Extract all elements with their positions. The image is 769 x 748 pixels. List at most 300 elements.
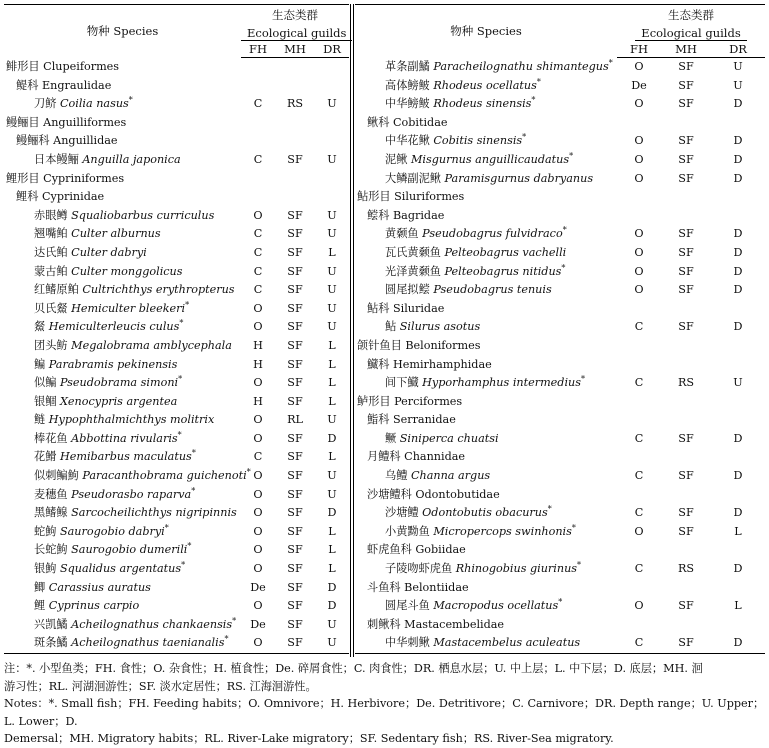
species-name — [4, 300, 241, 319]
english-name: Odontobutidae — [415, 487, 500, 501]
small-fish-mark: * — [536, 76, 541, 86]
chinese-name: 鮨科 — [367, 413, 390, 427]
species-name — [4, 523, 241, 542]
fh-cell — [241, 58, 275, 77]
english-name: Engraulidae — [41, 78, 112, 92]
scientific-name: Sarcocheilichthys nigripinnis — [71, 506, 237, 520]
chinese-name: 鲫 — [34, 580, 46, 594]
fh-cell: C — [253, 450, 263, 464]
chinese-name: 虾虎鱼科 — [367, 543, 412, 557]
scientific-name: Mastacembelus aculeatus — [433, 636, 581, 650]
scientific-name: Squalidus argentatus — [59, 562, 182, 576]
fh-header: FH — [241, 41, 275, 58]
fh-cell — [617, 448, 661, 467]
species-name — [4, 560, 241, 579]
fh-cell: C — [253, 245, 263, 259]
species-row — [355, 504, 765, 523]
mh-cell: SF — [678, 152, 694, 166]
family-row — [4, 77, 349, 96]
english-name: Anguilliformes — [43, 115, 127, 129]
species-row — [4, 356, 349, 375]
family-row — [4, 132, 349, 151]
scientific-name: Anguilla japonica — [82, 152, 181, 166]
small-fish-mark: * — [608, 58, 613, 68]
small-fish-mark: * — [187, 541, 192, 551]
species-name — [4, 151, 241, 170]
table-left-half — [4, 4, 349, 654]
mh-cell: SF — [287, 543, 303, 557]
order-row — [355, 337, 765, 356]
species-row — [355, 467, 765, 486]
fh-cell — [617, 486, 661, 505]
table-body-right — [355, 58, 765, 654]
dr-cell: L — [328, 245, 336, 259]
order-row — [4, 170, 349, 189]
family-row — [355, 541, 765, 560]
mh-cell: RS — [677, 562, 695, 576]
mh-cell — [661, 393, 711, 412]
english-name: Mastacembelidae — [404, 617, 505, 631]
species-row — [4, 467, 349, 486]
species-name — [4, 225, 241, 244]
chinese-name: 斑条鱊 — [34, 636, 68, 650]
mh-cell — [661, 616, 711, 635]
species-name — [4, 318, 241, 337]
dr-cell: U — [327, 283, 337, 297]
english-name: Bagridae — [392, 208, 445, 222]
scientific-name: Rhodeus sinensis — [433, 97, 532, 111]
species-row — [355, 318, 765, 337]
family-row — [355, 411, 765, 430]
species-name — [355, 318, 617, 337]
guild-header-cn: 生态类群 — [668, 8, 714, 22]
chinese-name: 花䱻 — [34, 450, 57, 464]
species-row — [4, 448, 349, 467]
scientific-name: Culter monggolicus — [71, 264, 183, 278]
dr-cell — [315, 170, 349, 189]
species-row — [4, 430, 349, 449]
scientific-name: Squaliobarbus curriculus — [71, 208, 215, 222]
dr-cell — [711, 300, 765, 319]
dr-cell — [711, 616, 765, 635]
fh-cell: De — [631, 78, 647, 92]
dr-cell: D — [733, 469, 743, 483]
fh-cell: O — [634, 283, 644, 297]
species-name — [4, 448, 241, 467]
scientific-name: Megalobrama amblycephala — [71, 338, 232, 352]
family-name — [4, 77, 241, 96]
scientific-name: Rhinogobius giurinus — [455, 562, 578, 576]
fh-cell — [617, 393, 661, 412]
english-name: Belontiidae — [404, 580, 469, 594]
small-fish-mark: * — [580, 374, 585, 384]
notes-cn-line: 游习性；RL. 河湖洄游性；SF. 淡水定居性；RS. 江海洄游性。 — [4, 679, 317, 693]
fh-cell: O — [253, 469, 263, 483]
scientific-name: Culter dabryi — [71, 245, 147, 259]
fh-cell: H — [253, 394, 263, 408]
chinese-name: 沙塘鳢科 — [367, 487, 412, 501]
small-fish-mark: * — [571, 523, 576, 533]
english-name: Clupeiformes — [43, 59, 120, 73]
mh-cell — [661, 411, 711, 430]
species-name — [4, 616, 241, 635]
chinese-name: 鱵科 — [367, 357, 390, 371]
species-row — [4, 263, 349, 282]
chinese-name: 鲇科 — [367, 301, 390, 315]
mh-cell — [275, 58, 315, 77]
species-name — [355, 151, 617, 170]
fh-cell: O — [253, 524, 263, 538]
fh-cell: O — [253, 413, 263, 427]
dr-cell — [711, 411, 765, 430]
order-name — [4, 114, 241, 133]
scientific-name: Xenocypris argentea — [59, 394, 178, 408]
scientific-name: Culter alburnus — [71, 227, 161, 241]
dr-cell: D — [733, 320, 743, 334]
family-row — [4, 188, 349, 207]
mh-cell: SF — [678, 78, 694, 92]
scientific-name: Acheilognathus taenianalis — [71, 636, 225, 650]
fh-cell: C — [634, 562, 644, 576]
fh-cell — [617, 541, 661, 560]
chinese-name: 兴凯鱊 — [34, 617, 68, 631]
scientific-name: Pelteobagrus vachelli — [444, 245, 567, 259]
fh-cell: O — [253, 208, 263, 222]
species-name — [355, 244, 617, 263]
scientific-name: Pseudobagrus tenuis — [433, 283, 552, 297]
chinese-name: 黄颡鱼 — [385, 227, 419, 241]
dr-cell: U — [327, 264, 337, 278]
dr-cell: L — [734, 599, 742, 613]
small-fish-mark: * — [577, 560, 582, 570]
species-row — [4, 393, 349, 412]
dr-cell: L — [328, 376, 336, 390]
mh-cell: SF — [678, 469, 694, 483]
family-name — [355, 616, 617, 635]
mh-cell: SF — [287, 376, 303, 390]
dr-cell — [711, 356, 765, 375]
fh-cell: O — [634, 245, 644, 259]
mh-cell: SF — [678, 97, 694, 111]
fh-cell — [617, 579, 661, 598]
dr-cell — [711, 393, 765, 412]
chinese-name: 中华鳑鲏 — [385, 97, 430, 111]
fh-cell: O — [634, 524, 644, 538]
species-row — [4, 616, 349, 635]
species-row — [4, 225, 349, 244]
dr-cell: D — [733, 245, 743, 259]
small-fish-mark: * — [178, 374, 183, 384]
english-name: Cypriniformes — [43, 171, 125, 185]
dr-cell — [711, 207, 765, 226]
mh-cell: SF — [287, 636, 303, 650]
dr-cell: D — [733, 152, 743, 166]
chinese-name: 鲿科 — [367, 208, 390, 222]
fh-cell: De — [250, 617, 266, 631]
dr-cell: D — [327, 580, 337, 594]
species-name — [4, 393, 241, 412]
scientific-name: Misgurnus anguillicaudatus — [410, 152, 570, 166]
small-fish-mark: * — [562, 225, 567, 235]
mh-header: MH — [661, 41, 711, 58]
small-fish-mark: * — [522, 132, 527, 142]
scientific-name: Paracheilognathu shimantegus — [433, 59, 609, 73]
mh-cell — [275, 77, 315, 96]
fh-cell: O — [253, 543, 263, 557]
species-name — [4, 411, 241, 430]
chinese-name: 日本鳗鲡 — [34, 152, 79, 166]
dr-cell: U — [327, 152, 337, 166]
chinese-name: 蒙古鲌 — [34, 264, 68, 278]
mh-cell — [661, 486, 711, 505]
species-row — [355, 263, 765, 282]
english-name: Channidae — [404, 450, 466, 464]
dr-cell: U — [327, 487, 337, 501]
mh-cell: SF — [678, 227, 694, 241]
fh-cell: O — [253, 301, 263, 315]
fh-cell — [241, 170, 275, 189]
chinese-name: 鳊 — [34, 357, 46, 371]
dr-cell: U — [327, 413, 337, 427]
small-fish-mark: * — [547, 504, 552, 514]
dr-cell: U — [327, 469, 337, 483]
mh-cell: SF — [287, 245, 303, 259]
chinese-name: 达氏鲌 — [34, 245, 68, 259]
chinese-name: 团头鲂 — [34, 338, 68, 352]
scientific-name: Odontobutis obacurus — [422, 506, 548, 520]
species-name — [4, 95, 241, 114]
fh-cell: O — [634, 227, 644, 241]
small-fish-mark: * — [558, 597, 563, 607]
dr-cell: U — [327, 636, 337, 650]
species-row — [4, 244, 349, 263]
scientific-name: Cobitis sinensis — [433, 134, 523, 148]
dr-header: DR — [711, 41, 765, 58]
family-name — [355, 207, 617, 226]
scientific-name: Acheilognathus chankaensis — [71, 617, 233, 631]
scientific-name: Hypophthalmichthys molitrix — [48, 413, 215, 427]
family-row — [355, 448, 765, 467]
scientific-name: Pelteobagrus nitidus — [444, 264, 562, 278]
species-row — [4, 597, 349, 616]
mh-header: MH — [275, 41, 315, 58]
species-row — [355, 225, 765, 244]
chinese-name: 棒花鱼 — [34, 431, 68, 445]
small-fish-mark: * — [191, 485, 196, 495]
species-row — [355, 95, 765, 114]
species-name — [4, 337, 241, 356]
dr-cell: U — [733, 60, 743, 73]
species-name — [355, 225, 617, 244]
fh-cell: O — [634, 171, 644, 185]
fh-cell — [617, 616, 661, 635]
mh-cell — [661, 207, 711, 226]
dr-cell: D — [327, 431, 337, 445]
fh-cell: O — [634, 134, 644, 148]
fh-cell — [617, 356, 661, 375]
dr-cell: U — [327, 320, 337, 334]
fh-cell: O — [634, 599, 644, 613]
small-fish-mark: * — [531, 95, 536, 105]
mh-cell: SF — [678, 134, 694, 148]
chinese-name: 间下鱵 — [385, 376, 419, 390]
species-name — [355, 132, 617, 151]
mh-cell — [275, 188, 315, 207]
scientific-name: Paracanthobrama guichenoti — [82, 469, 247, 483]
fh-cell: O — [253, 320, 263, 334]
notes-en-line: Demersal；MH. Migratory habits；RL. River-Lake migratory；SF. Sedentary fish；RS. River-Sea migratory. — [4, 732, 614, 745]
dr-cell: L — [328, 394, 336, 408]
chinese-name: 似鳊 — [34, 376, 57, 390]
fh-cell: C — [634, 506, 644, 520]
species-row — [355, 281, 765, 300]
scientific-name: Pseudobagrus fulvidraco — [422, 227, 563, 241]
chinese-name: 黑鳍鳈 — [34, 506, 68, 520]
small-fish-mark: * — [246, 467, 251, 477]
dr-cell: L — [328, 357, 336, 371]
small-fish-mark: * — [128, 95, 133, 105]
fh-cell: C — [634, 636, 644, 650]
mh-cell: SF — [287, 301, 303, 315]
dr-cell — [711, 541, 765, 560]
english-name: Beloniformes — [405, 338, 481, 352]
species-row — [355, 170, 765, 189]
english-name: Hemirhamphidae — [392, 357, 492, 371]
chinese-name: 鲇 — [385, 320, 397, 334]
dr-cell: D — [327, 506, 337, 520]
english-name: Cyprinidae — [41, 190, 105, 204]
dr-cell — [315, 132, 349, 151]
english-name: Cobitidae — [392, 115, 448, 129]
chinese-name: 沙塘鳢 — [385, 506, 419, 520]
dr-cell: D — [733, 97, 743, 111]
scientific-name: Hemiculterleucis culus — [48, 320, 180, 334]
mh-cell: SF — [287, 524, 303, 538]
mh-cell: SF — [678, 245, 694, 259]
species-name — [355, 77, 617, 96]
scientific-name: Cyprinus carpio — [48, 599, 140, 613]
mh-cell — [661, 356, 711, 375]
species-name — [355, 281, 617, 300]
dr-cell: D — [733, 283, 743, 297]
family-name — [355, 541, 617, 560]
chinese-name: 䱗 — [34, 320, 46, 334]
species-name — [4, 597, 241, 616]
dr-cell: L — [328, 524, 336, 538]
dr-cell — [711, 579, 765, 598]
fh-cell — [617, 207, 661, 226]
species-name — [4, 541, 241, 560]
fh-cell — [617, 188, 661, 207]
species-name — [4, 374, 241, 393]
species-row — [4, 504, 349, 523]
species-row — [4, 151, 349, 170]
family-row — [355, 356, 765, 375]
chinese-name: 颌针鱼目 — [357, 338, 402, 352]
species-name — [4, 207, 241, 226]
mh-cell: SF — [287, 450, 303, 464]
mh-cell: SF — [287, 227, 303, 241]
species-row — [355, 77, 765, 96]
chinese-name: 泥鳅 — [385, 152, 408, 166]
chinese-name: 月鳢科 — [367, 450, 401, 464]
dr-cell: D — [327, 599, 337, 613]
fh-header: FH — [617, 41, 661, 58]
fh-cell — [241, 132, 275, 151]
dr-cell: D — [733, 171, 743, 185]
fh-cell: C — [253, 152, 263, 166]
species-name — [355, 560, 617, 579]
mh-cell: SF — [678, 60, 694, 73]
family-row — [355, 486, 765, 505]
species-name — [4, 356, 241, 375]
dr-cell — [315, 77, 349, 96]
species-name — [355, 263, 617, 282]
english-name: Anguillidae — [53, 134, 118, 148]
family-name — [355, 411, 617, 430]
scientific-name: Cultrichthys erythropterus — [82, 283, 235, 297]
fh-cell: H — [253, 338, 263, 352]
species-row — [355, 58, 765, 77]
fh-cell: C — [253, 97, 263, 111]
notes-en-line: Notes：*. Small fish；FH. Feeding habits；O. Omnivore；H. Herbivore；De. Detritivore；C. Carnivore；DR. Depth range；U. Upper；L. Lower；D. — [4, 697, 765, 728]
family-name — [355, 579, 617, 598]
mh-cell — [275, 114, 315, 133]
species-name — [355, 430, 617, 449]
species-row — [4, 579, 349, 598]
dr-cell — [711, 114, 765, 133]
species-name — [355, 597, 617, 616]
chinese-name: 鳅科 — [367, 115, 390, 129]
dr-cell: L — [734, 524, 742, 538]
guild-header-cn: 生态类群 — [272, 8, 318, 22]
scientific-name: Micropercops swinhonis — [433, 524, 572, 538]
small-fish-mark: * — [561, 262, 566, 272]
guild-header-en: Ecological guilds — [241, 25, 349, 41]
dr-cell — [315, 58, 349, 77]
dr-cell: L — [328, 543, 336, 557]
species-row — [355, 523, 765, 542]
species-name — [4, 634, 241, 653]
species-row — [4, 318, 349, 337]
mh-cell: SF — [678, 636, 694, 650]
small-fish-mark: * — [191, 448, 196, 458]
species-name — [4, 467, 251, 486]
scientific-name: Pseudorasbo raparva — [71, 487, 192, 501]
table-body-left — [4, 58, 349, 654]
chinese-name: 鲤科 — [16, 190, 39, 204]
species-name — [4, 430, 241, 449]
scientific-name: Hemibarbus maculatus — [59, 450, 192, 464]
chinese-name: 银鮈 — [34, 562, 57, 576]
fh-cell: C — [634, 469, 644, 483]
species-row — [355, 597, 765, 616]
dr-cell: D — [733, 431, 743, 445]
species-name — [4, 486, 241, 505]
mh-cell: SF — [287, 599, 303, 613]
order-name — [4, 58, 241, 77]
species-header: 物种 Species — [86, 24, 159, 39]
chinese-name: 刺鳅科 — [367, 617, 401, 631]
chinese-name: 长蛇鮈 — [34, 543, 68, 557]
family-name — [355, 114, 617, 133]
chinese-name: 斗鱼科 — [367, 580, 401, 594]
mh-cell — [661, 337, 711, 356]
fh-cell: C — [253, 283, 263, 297]
species-row — [4, 300, 349, 319]
mh-cell: RL — [287, 413, 303, 427]
small-fish-mark: * — [185, 299, 190, 309]
